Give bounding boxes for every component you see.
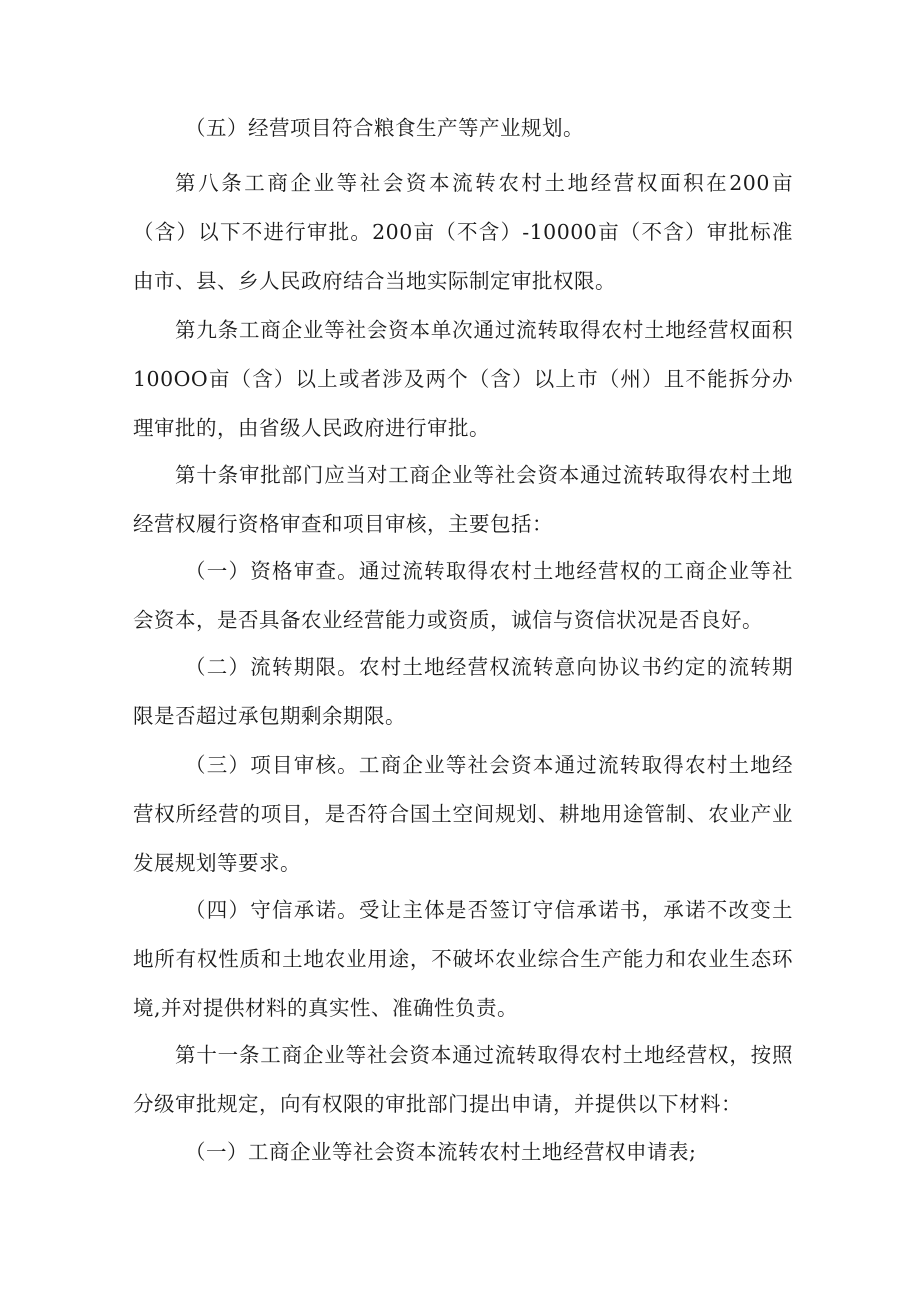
paragraph-article-8: 第八条工商企业等社会资本流转农村土地经营权面积在200亩（含）以下不进行审批。200亩（不含）-10000亩（不含）审批标准由市、县、乡人民政府结合当地实际制定审批权限。: [133, 171, 793, 293]
paragraph-item-2-term: （二）流转期限。农村土地经营权流转意向协议书约定的流转期限是否超过承包期剩余期限。: [133, 655, 793, 728]
paragraph-item-4-pledge: （四）守信承诺。受让主体是否签订守信承诺书，承诺不改变土地所有权性质和土地农业用途，不破坏农业综合生产能力和农业生态环境,并对提供材料的真实性、准确性负责。: [133, 898, 793, 1020]
paragraph-article-10: 第十条审批部门应当对工商企业等社会资本通过流转取得农村土地经营权履行资格审查和项目审核，主要包括：: [133, 463, 793, 536]
paragraph-item-1-application-form: （一）工商企业等社会资本流转农村土地经营权申请表;: [185, 1140, 697, 1164]
paragraph-item-5: （五）经营项目符合粮食生产等产业规划。: [185, 116, 584, 140]
paragraph-item-1-qualification: （一）资格审查。通过流转取得农村土地经营权的工商企业等社会资本，是否具备农业经营能力或资质，诚信与资信状况是否良好。: [133, 559, 793, 632]
paragraph-article-11: 第十一条工商企业等社会资本通过流转取得农村土地经营权，按照分级审批规定，向有权限的审批部门提出申请，并提供以下材料：: [133, 1043, 793, 1116]
paragraph-item-3-project: （三）项目审核。工商企业等社会资本通过流转取得农村土地经营权所经营的项目，是否符合国土空间规划、耕地用途管制、农业产业发展规划等要求。: [133, 753, 793, 875]
paragraph-article-9: 第九条工商企业等社会资本单次通过流转取得农村土地经营权面积100OO亩（含）以上或者涉及两个（含）以上市（州）且不能拆分办理审批的，由省级人民政府进行审批。: [133, 318, 793, 440]
